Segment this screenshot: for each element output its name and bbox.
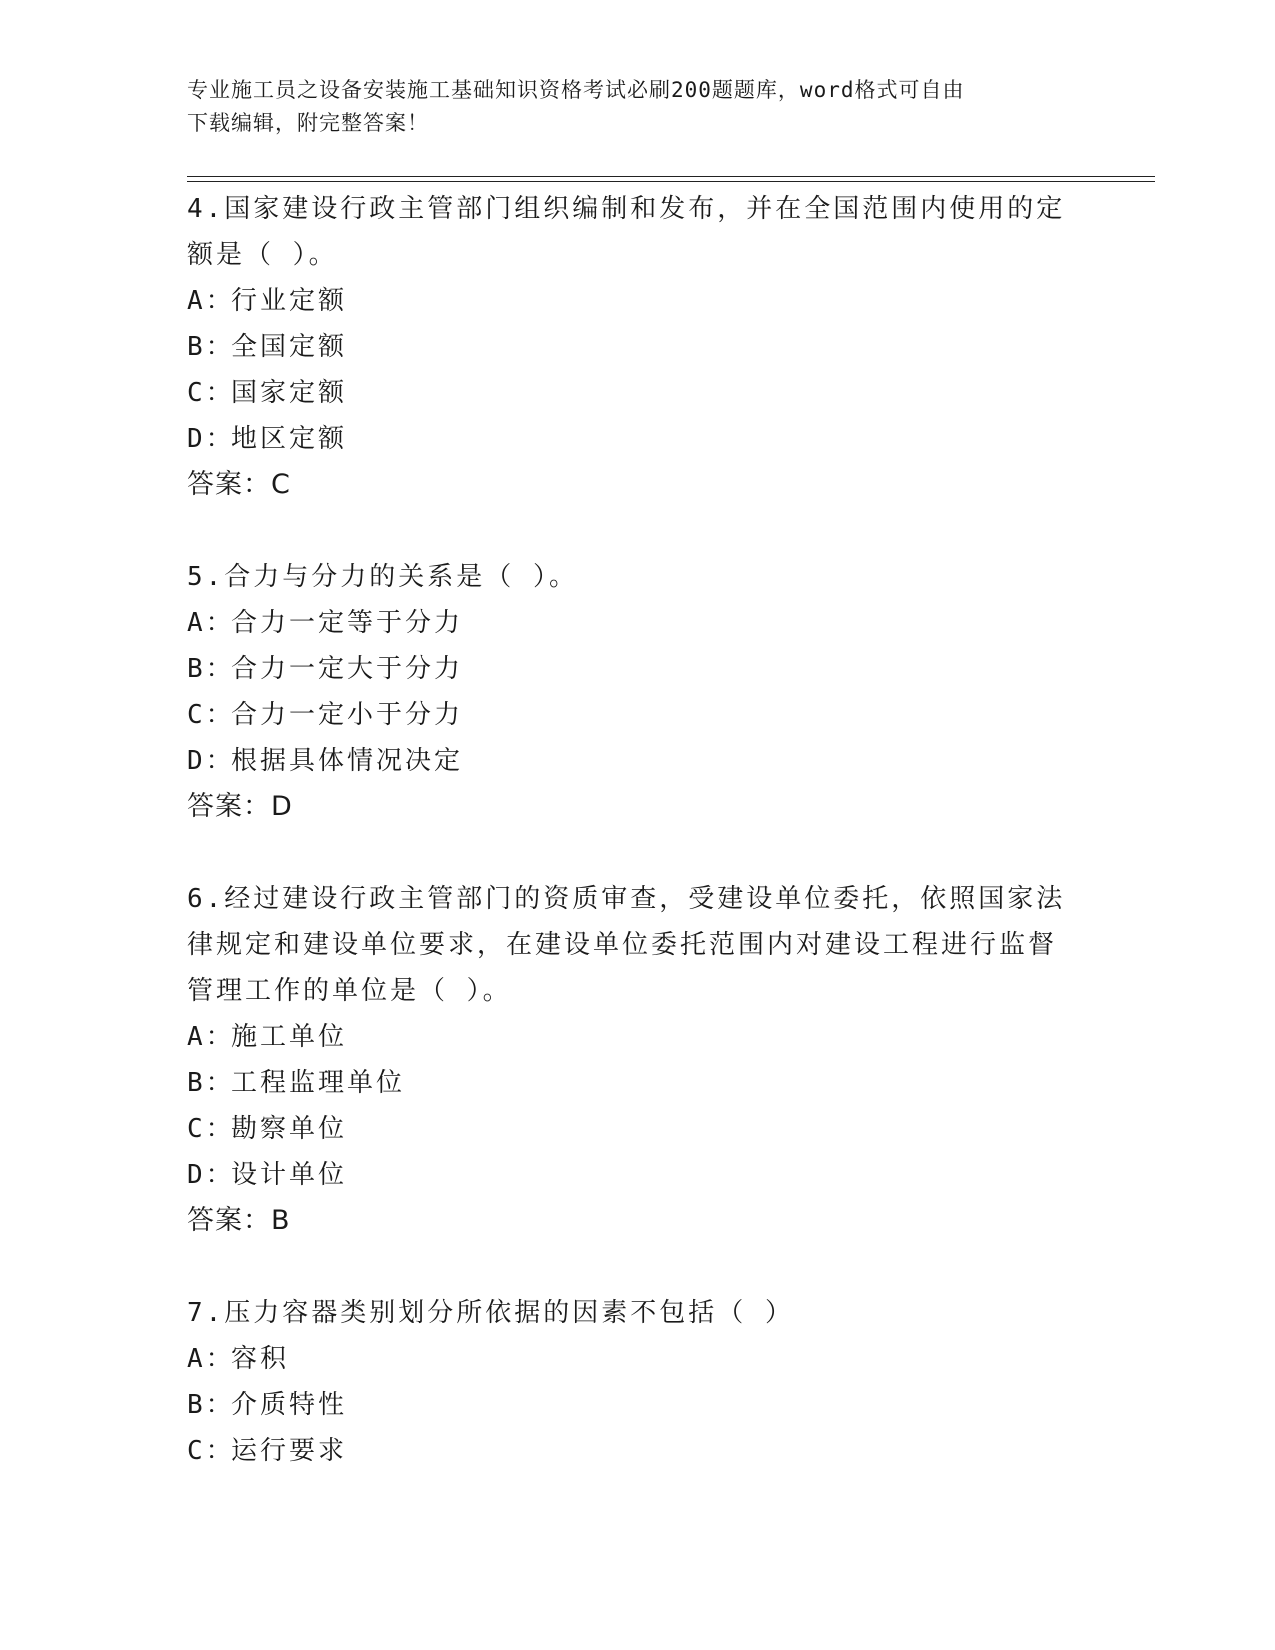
question-stem: 4.国家建设行政主管部门组织编制和发布，并在全国范围内使用的定	[187, 194, 1066, 224]
header-line-2: 下载编辑，附完整答案！	[187, 111, 429, 135]
question-stem: 7.压力容器类别划分所依据的因素不包括（ ）	[187, 1298, 794, 1328]
option-key: D：	[187, 1160, 235, 1190]
option-text: 合力一定大于分力	[231, 654, 464, 684]
option-b	[187, 646, 1067, 692]
option-key: C：	[187, 700, 235, 730]
header-line-1: 专业施工员之设备安装施工基础知识资格考试必刷200题题库，word格式可自由	[187, 78, 965, 102]
option-key: C：	[187, 378, 235, 408]
option-a	[187, 278, 1067, 324]
option-d	[187, 416, 1067, 462]
option-text: 合力一定等于分力	[231, 608, 464, 638]
answer: 答案：C	[187, 469, 291, 500]
spacer	[187, 1244, 1067, 1290]
option-a	[187, 1336, 1067, 1382]
option-key: A：	[187, 1022, 235, 1052]
option-text: 工程监理单位	[231, 1068, 406, 1098]
question-5	[187, 554, 1067, 830]
question-stem: 5.合力与分力的关系是（ ）。	[187, 562, 578, 592]
option-c	[187, 370, 1067, 416]
question-stem: 6.经过建设行政主管部门的资质审查，受建设单位委托，依照国家法	[187, 884, 1066, 914]
option-key: A：	[187, 608, 235, 638]
option-text: 全国定额	[231, 332, 348, 362]
question-6	[187, 876, 1067, 1244]
option-text: 施工单位	[231, 1022, 348, 1052]
option-key: B：	[187, 654, 235, 684]
option-key: B：	[187, 332, 235, 362]
option-key: A：	[187, 286, 235, 316]
option-key: D：	[187, 746, 235, 776]
header-divider	[187, 176, 1155, 182]
question-stem: 律规定和建设单位要求，在建设单位委托范围内对建设工程进行监督	[187, 930, 1058, 960]
spacer	[187, 830, 1067, 876]
option-key: D：	[187, 424, 235, 454]
option-c	[187, 692, 1067, 738]
option-b	[187, 1060, 1067, 1106]
option-text: 行业定额	[231, 286, 348, 316]
option-key: B：	[187, 1068, 235, 1098]
option-text: 介质特性	[231, 1390, 348, 1420]
option-a	[187, 1014, 1067, 1060]
option-key: B：	[187, 1390, 235, 1420]
question-4	[187, 186, 1067, 508]
option-text: 根据具体情况决定	[231, 746, 464, 776]
option-a	[187, 600, 1067, 646]
answer: 答案：B	[187, 1205, 291, 1236]
option-key: C：	[187, 1436, 235, 1466]
option-key: A：	[187, 1344, 235, 1374]
option-key: C：	[187, 1114, 235, 1144]
option-text: 勘察单位	[231, 1114, 348, 1144]
question-stem: 额是（ ）。	[187, 240, 338, 270]
option-text: 国家定额	[231, 378, 348, 408]
option-b	[187, 324, 1067, 370]
document-header	[187, 74, 1067, 140]
answer: 答案：D	[187, 791, 293, 822]
option-text: 容积	[231, 1344, 290, 1374]
question-7	[187, 1290, 1067, 1474]
option-text: 运行要求	[231, 1436, 348, 1466]
option-text: 合力一定小于分力	[231, 700, 464, 730]
question-list	[187, 186, 1067, 1474]
spacer	[187, 508, 1067, 554]
option-text: 地区定额	[231, 424, 348, 454]
question-stem: 管理工作的单位是（ ）。	[187, 976, 512, 1006]
option-c	[187, 1106, 1067, 1152]
option-c	[187, 1428, 1067, 1474]
option-d	[187, 1152, 1067, 1198]
option-b	[187, 1382, 1067, 1428]
option-d	[187, 738, 1067, 784]
option-text: 设计单位	[231, 1160, 348, 1190]
